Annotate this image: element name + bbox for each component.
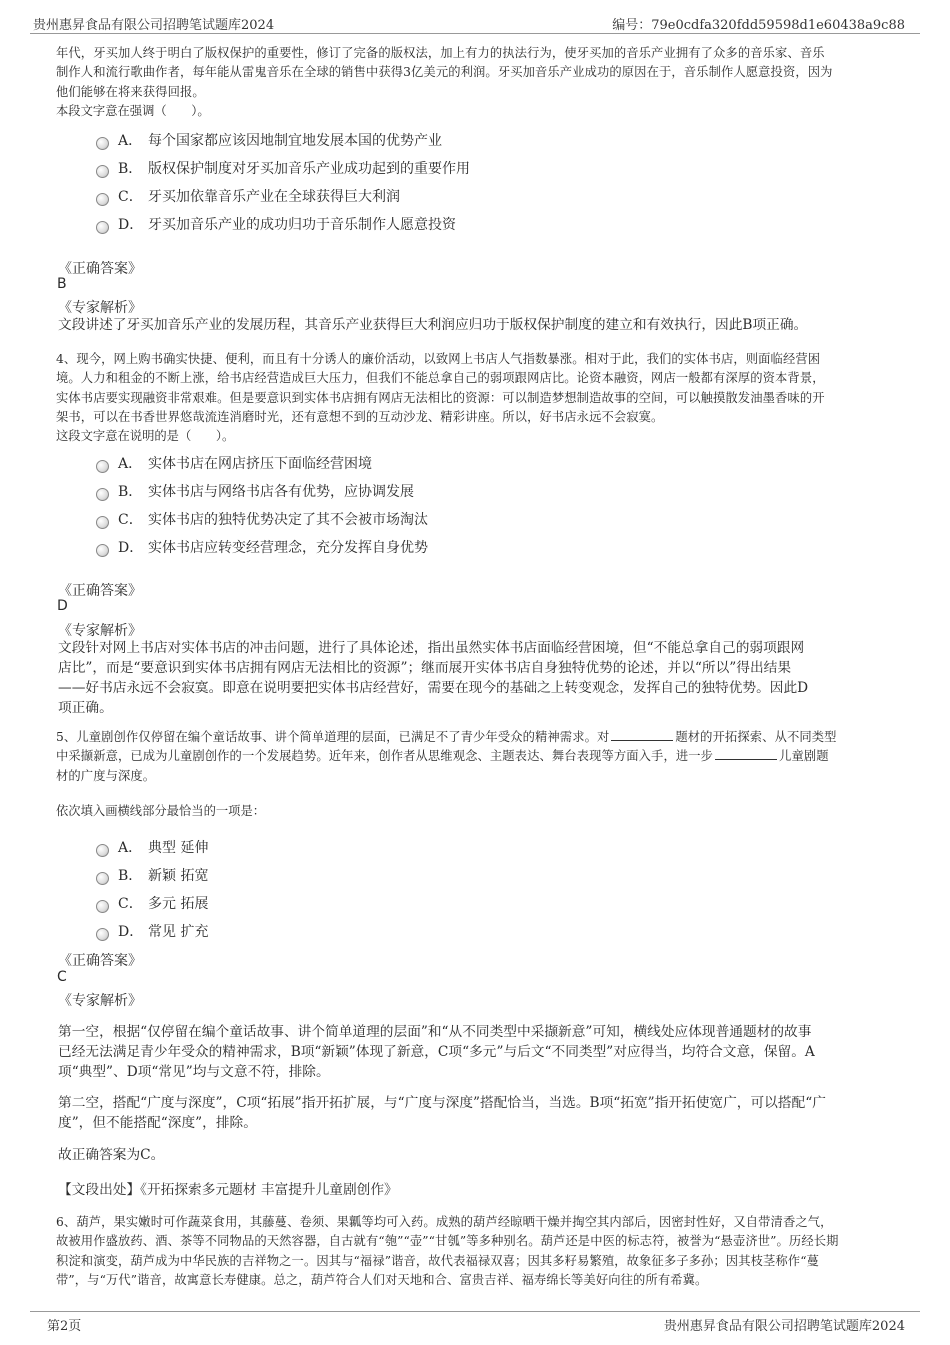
q5-option-d[interactable]: D． 常见 扩充 (96, 921, 208, 941)
q5-passage-line: 中采撷新意，已成为儿童剧创作的一个发展趋势。近年来，创作者从思维观念、主题表达、舞台表现等方面入手，进一步 儿童剧题 (56, 749, 829, 764)
q3-answer-label: 《正确答案》 (58, 261, 142, 277)
fill-blank-2[interactable] (715, 747, 777, 760)
q5-passage (56, 728, 898, 786)
q4-analysis-line: 项正确。 (58, 700, 113, 716)
q6-passage-line: 6、葫芦，果实嫩时可作蔬菜食用，其藤蔓、卷须、果瓤等均可入药。成熟的葫芦经晾晒干燥并掏空其内部后，因密封性好，又自带清香之气， (56, 1215, 833, 1229)
q6-passage (56, 1213, 898, 1290)
radio-icon[interactable] (96, 137, 109, 150)
q4-analysis-line: 店比”，而是“要意识到实体书店拥有网店无法相比的资源”；继而展开实体书店自身独特优势的论述，并以“所以”得出结果 (58, 660, 792, 676)
q6-passage-line: 带”，与“万代”谐音，故寓意长寿健康。总之，葫芦符合人们对天地和合、富贵吉祥、福寿绵长等美好向往的所有希冀。 (56, 1272, 708, 1287)
q5-analysis-para2: 第二空，搭配“广度与深度”，C项“拓展”指开拓扩展，与“广度与深度”搭配恰当，当选。B项“拓宽”指开拓使宽广，可以搭配“广 度”，但不能搭配“深度”，排除。 (58, 1095, 826, 1131)
radio-icon[interactable] (96, 900, 109, 913)
header-divider (30, 33, 920, 34)
q4-passage-line: 架书，可以在书香世界悠哉流连消磨时光，还有意想不到的互动沙龙、精彩讲座。所以，好书店永远不会寂寞。 (56, 409, 664, 424)
radio-icon[interactable] (96, 516, 109, 529)
fill-blank-1[interactable] (611, 728, 673, 741)
q4-option-b[interactable]: B． 实体书店与网络书店各有优势，应协调发展 (96, 481, 414, 501)
q4-passage-line: 实体书店要实现融资非常艰难。但是要意识到实体书店拥有网店无法相比的资源：可以制造梦想制造故事的空间，可以触摸散发油墨香味的开 (56, 390, 825, 405)
q4-passage-line: 4、现今，网上购书确实快捷、便利，而且有十分诱人的廉价活动，以致网上书店人气指数暴涨。相对于此，我们的实体书店，则面临经营困 (56, 352, 821, 366)
q4-question: 这段文字意在说明的是（ ）。 (56, 429, 235, 444)
q5-answer: C (57, 969, 67, 985)
q5-analysis-para1: 第一空，根据“仅停留在编个童话故事、讲个简单道理的层面”和“从不同类型中采撷新意”可知，横线处应体现普通题材的故事 已经无法满足青少年受众的精神需求，B项“新颖”体现了新意，C项“多元”与后文“不同类型”对应得当，均符合文意，保留。A 项“典型”、D项“常见”均与文意不符，排除。 (58, 1024, 815, 1080)
page-number: 第2页 (47, 1319, 82, 1334)
q5-analysis-label: 《专家解析》 (58, 993, 142, 1009)
radio-icon[interactable] (96, 544, 109, 557)
q3-answer: B (57, 276, 67, 292)
radio-icon[interactable] (96, 872, 109, 885)
q6-passage-line: 故被用作盛放药、酒、茶等不同物品的天然容器，自古就有“匏”“壶”“甘瓠”等多种别名。葫芦还是中医的标志符，被誉为“悬壶济世”。历经长期 (56, 1234, 839, 1249)
q5-question: 依次填入画横线部分最恰当的一项是： (56, 804, 266, 818)
q3-question: 本段文字意在强调（ ）。 (56, 103, 210, 118)
q5-answer-label: 《正确答案》 (58, 953, 142, 969)
q5-source: 【文段出处】《开拓探索多元题材 丰富提升儿童剧创作》 (58, 1182, 398, 1198)
q4-option-d[interactable]: D． 实体书店应转变经营理念，充分发挥自身优势 (96, 537, 428, 557)
q3-option-c[interactable]: C． 牙买加依靠音乐产业在全球获得巨大利润 (96, 186, 400, 206)
radio-icon[interactable] (96, 928, 109, 941)
q3-option-a[interactable]: A． 每个国家都应该因地制宜地发展本国的优势产业 (96, 130, 442, 150)
q4-analysis-label: 《专家解析》 (58, 623, 142, 639)
footer-divider (30, 1311, 920, 1312)
q3-analysis: 文段讲述了牙买加音乐产业的发展历程，其音乐产业获得巨大利润应归功于版权保护制度的建立和有效执行，因此B项正确。 (58, 317, 808, 333)
q3-option-d[interactable]: D． 牙买加音乐产业的成功归功于音乐制作人愿意投资 (96, 214, 456, 234)
q4-analysis-line: 文段针对网上书店对实体书店的冲击问题，进行了具体论述，指出虽然实体书店面临经营困境，但“不能总拿自己的弱项跟网 (58, 640, 805, 656)
q4-analysis-line: ——好书店永远不会寂寞。即意在说明要把实体书店经营好，需要在现今的基础之上转变观念，发挥自己的独特优势。因此D (58, 680, 809, 696)
radio-icon[interactable] (96, 221, 109, 234)
footer-title: 贵州惠昇食品有限公司招聘笔试题库2024 (663, 1319, 905, 1334)
header-title: 贵州惠昇食品有限公司招聘笔试题库2024 (33, 18, 275, 33)
q5-option-c[interactable]: C． 多元 拓展 (96, 893, 208, 913)
q3-passage-line: 制作人和流行歌曲作者，每年能从雷鬼音乐在全球的销售中获得3亿美元的利润。牙买加音乐产业成功的原因在于，音乐制作人愿意投资，因为 (56, 65, 833, 80)
q6-passage-line: 积淀和演变，葫芦成为中华民族的吉祥物之一。因其与“福禄”谐音，故代表福禄双喜；因其多籽易繁殖，故象征多子多孙；因其枝茎称作“蔓 (56, 1253, 819, 1268)
q5-passage-line: 5、儿童剧创作仅停留在编个童话故事、讲个简单道理的层面，已满足不了青少年受众的精神需求。对 题材的开拓探索、从不同类型 (56, 730, 837, 744)
q3-passage-line: 年代，牙买加人终于明白了版权保护的重要性，修订了完备的版权法，加上有力的执法行为，使牙买加的音乐产业拥有了众多的音乐家、音乐 (56, 46, 825, 60)
radio-icon[interactable] (96, 844, 109, 857)
q5-passage-line: 材的广度与深度。 (56, 768, 156, 783)
q3-option-b[interactable]: B． 版权保护制度对牙买加音乐产业成功起到的重要作用 (96, 158, 470, 178)
q4-passage-line: 境。人力和租金的不断上涨，给书店经营造成巨大压力，但我们不能总拿自己的弱项跟网店比。论资本融资，网店一般都有深厚的资本背景， (56, 371, 825, 386)
q5-conclusion: 故正确答案为C。 (58, 1147, 165, 1163)
radio-icon[interactable] (96, 193, 109, 206)
radio-icon[interactable] (96, 165, 109, 178)
q3-passage (56, 44, 898, 121)
page-header (0, 0, 950, 33)
radio-icon[interactable] (96, 460, 109, 473)
q3-passage-line: 他们能够在将来获得回报。 (56, 84, 205, 99)
q4-option-a[interactable]: A． 实体书店在网店挤压下面临经营困境 (96, 453, 372, 473)
header-doc-id: 编号：79e0cdfa320fdd59598d1e60438a9c88 (612, 18, 905, 33)
q4-passage (56, 350, 898, 446)
q3-analysis-label: 《专家解析》 (58, 300, 142, 316)
q5-option-a[interactable]: A． 典型 延伸 (96, 837, 208, 857)
q4-answer: D (57, 598, 68, 614)
q4-option-c[interactable]: C． 实体书店的独特优势决定了其不会被市场淘汰 (96, 509, 428, 529)
q5-option-b[interactable]: B． 新颖 拓宽 (96, 865, 208, 885)
radio-icon[interactable] (96, 488, 109, 501)
q4-analysis (58, 638, 898, 718)
q4-answer-label: 《正确答案》 (58, 583, 142, 599)
